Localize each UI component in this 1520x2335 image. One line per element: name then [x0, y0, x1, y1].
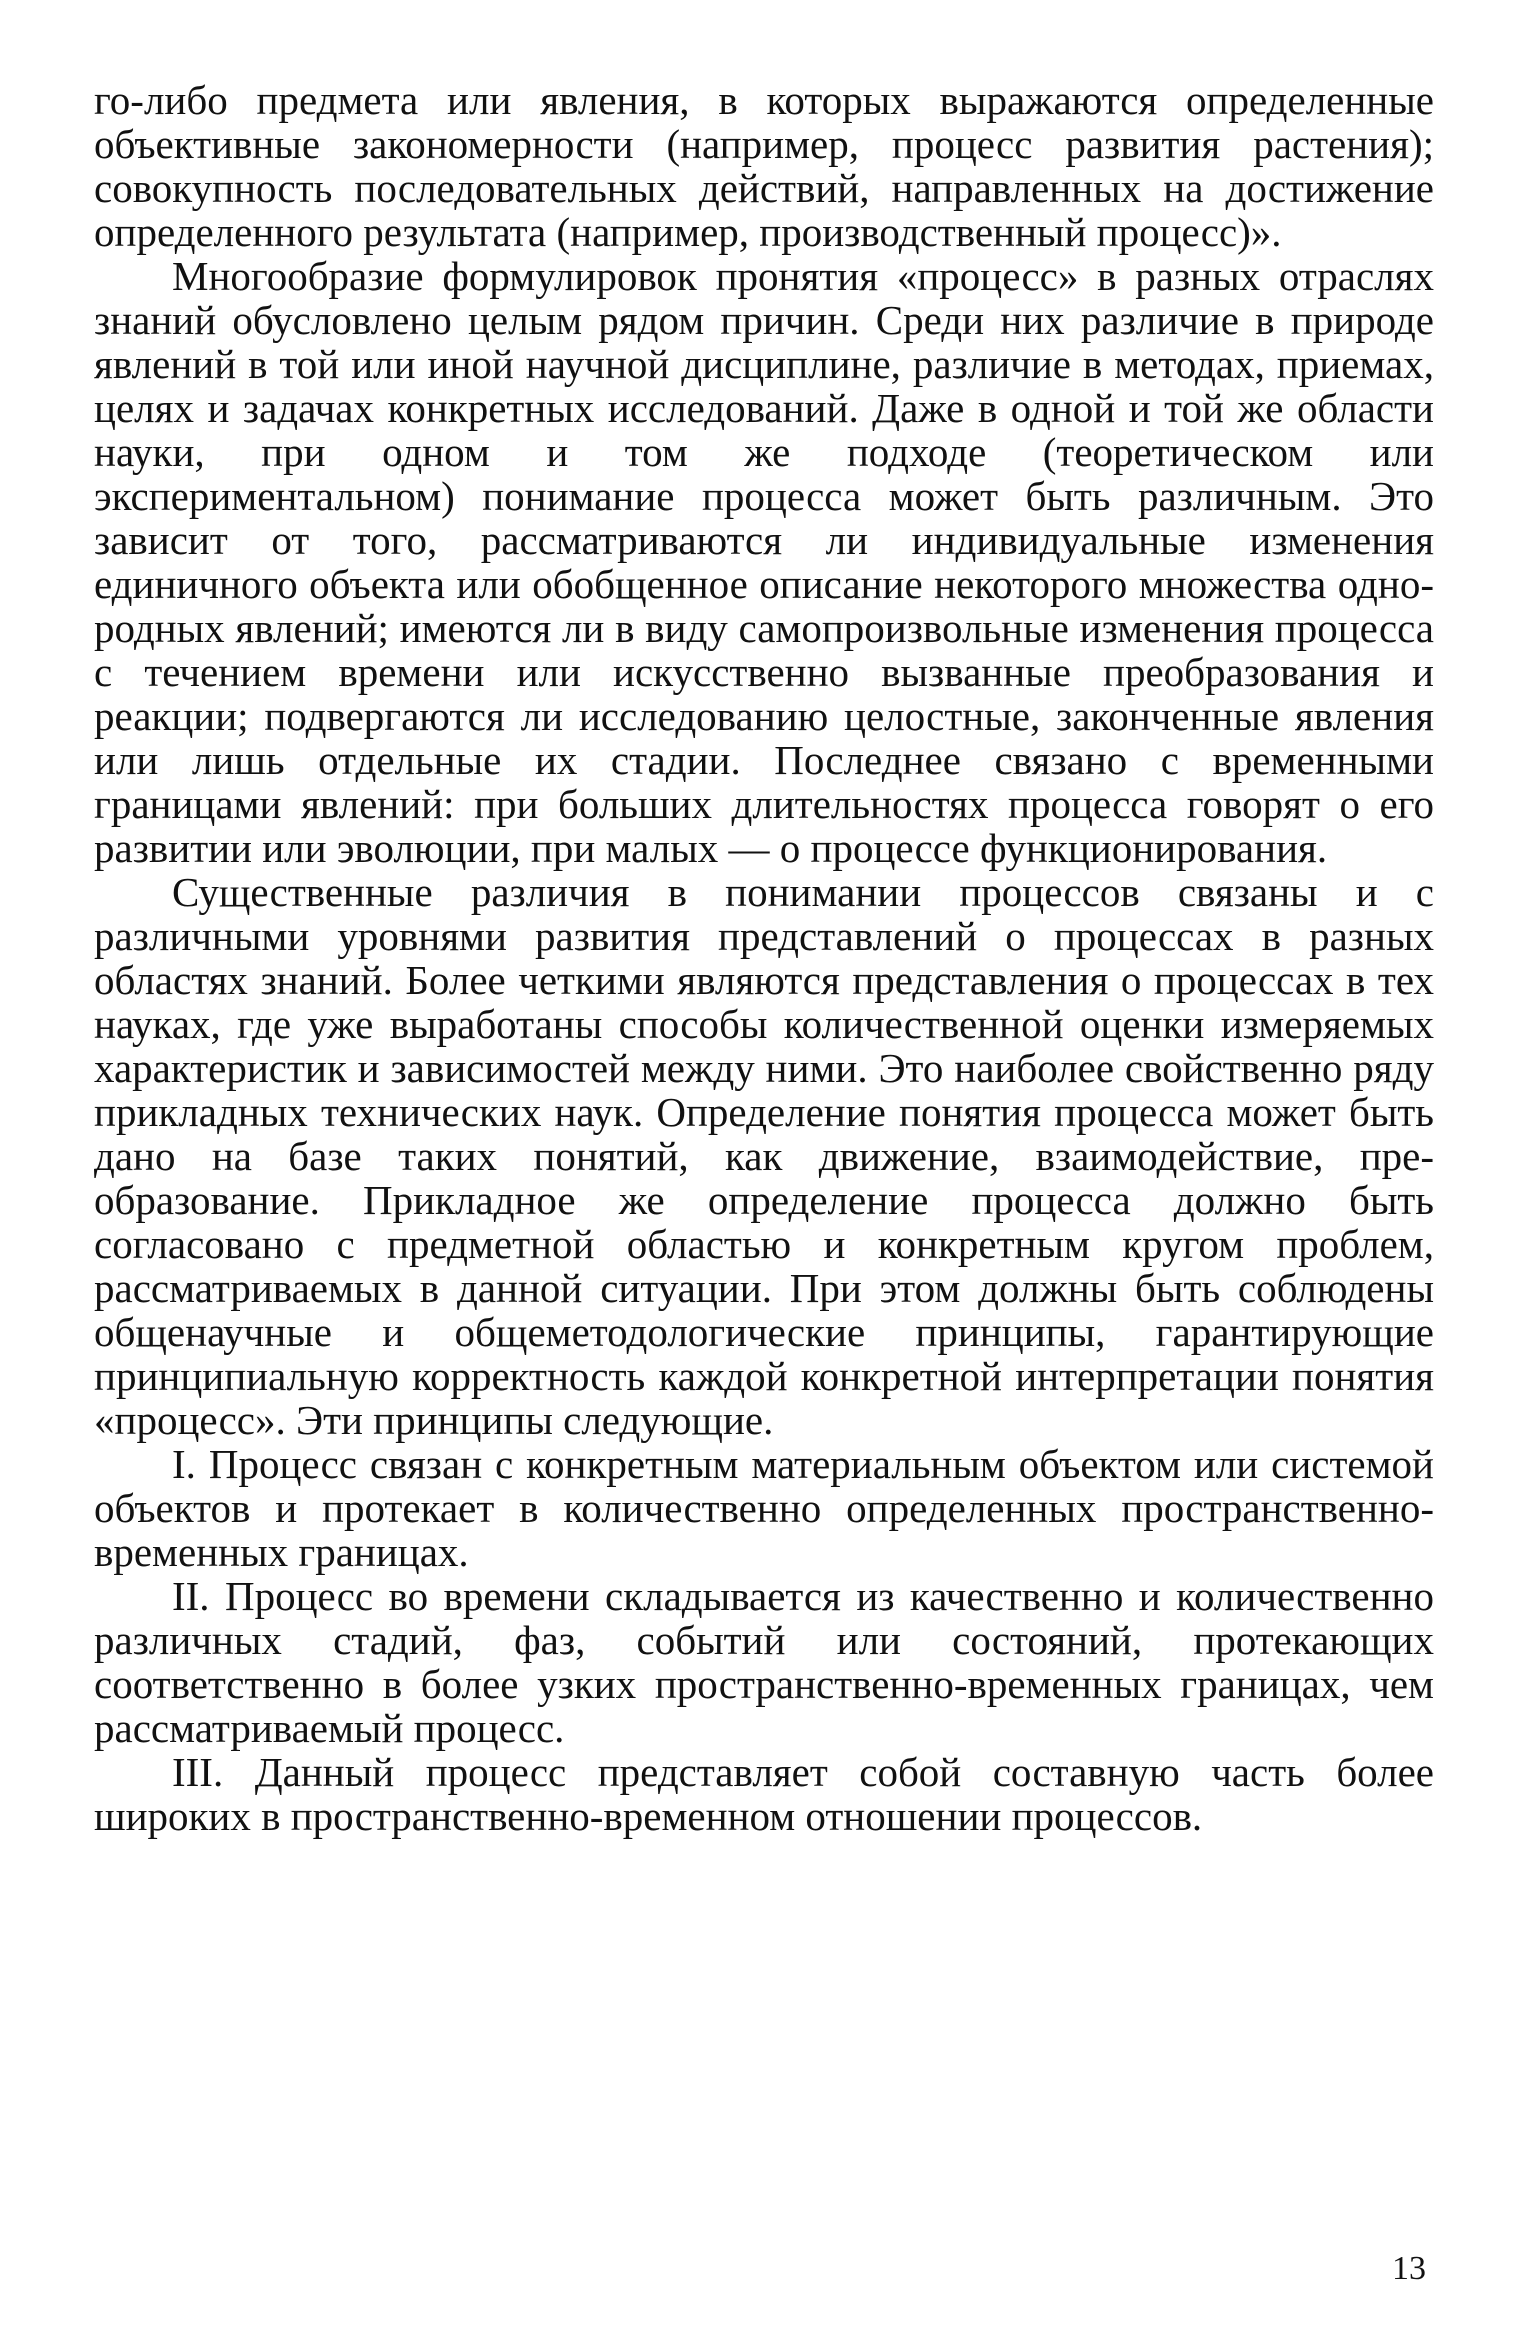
page-body [94, 78, 1434, 1838]
principle-two: II. Процесс во времени складывается из качественно и количественно различных стадий, фаз, событий или состояний, протекающих соответственно в более узких пространственно-временных границах, чем рассматриваемый процесс. [94, 1573, 1434, 1751]
principle-three: III. Данный процесс представляет собой составную часть более широких в пространственно-временном отношении процессов. [94, 1749, 1434, 1839]
paragraph-continuation: го-либо предмета или явления, в которых выражаются определенные объективные закономерности (например, процесс развития растения); совокупность последовательных действий, направленных на достижение определенного результата (например, производственный процесс)». [94, 77, 1434, 255]
paragraph-process-diversity: Многообразие формулировок пронятия «процесс» в разных отраслях знаний обусловлено целым рядом причин. Среди них различие в природе явлений в той или иной научной дисциплине, различие в методах, приемах, целях и задачах конкретных исследований. Даже в одной и той же области науки, при одном и том же подходе (теоретическом или экспериментальном) понимание процесса может быть различным. Это зависит от того, рассматриваются ли индивидуальные изменения единичного объекта или обобщенное описание некоторого множества однородных явлений; имеются ли в виду самопроизвольные изменения процесса с течением времени или искусственно вызванные преобразования и реакции; подвергаются ли исследованию целостные, законченные явления или лишь отдельные их стадии. Последнее связано с временными границами явлений: при больших длительностях процесса говорят о его развитии или эволюции, при малых — о процессе функционирования. [94, 253, 1434, 871]
page-number: 13 [1392, 2250, 1426, 2287]
principle-one: I. Процесс связан с конкретным материальным объектом или системой объектов и протекает в количественно определенных пространственно-временных границах. [94, 1441, 1434, 1575]
paragraph-understanding-differences: Существенные различия в понимании процессов связаны и с различными уровнями развития представлений о процессах в разных областях знаний. Более четкими являются представления о процессах в тех науках, где уже выработаны способы количественной оценки измеряемых характеристик и зависимостей между ними. Это наиболее свойственно ряду прикладных технических наук. Определение понятия процесса может быть дано на базе таких понятий, как движение, взаимодействие, преобразование. Прикладное же определение процесса должно быть согласовано с предметной областью и конкретным кругом проблем, рассматриваемых в данной ситуации. При этом должны быть соблюдены общенаучные и общеметодологические принципы, гарантирующие принципиальную корректность каждой конкретной интерпретации понятия «процесс». Эти принципы следующие. [94, 869, 1434, 1443]
